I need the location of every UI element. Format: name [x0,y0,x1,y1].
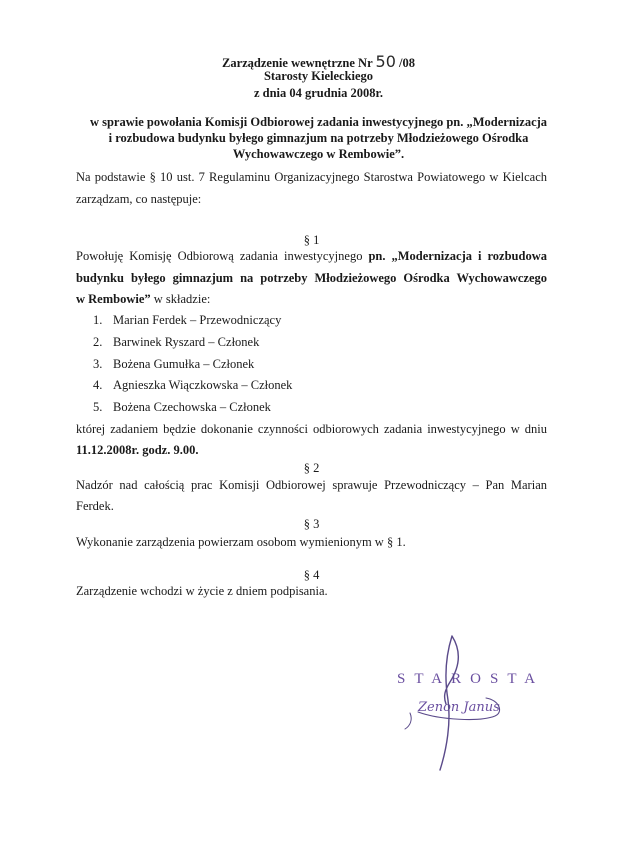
basis-line-2: zarządzam, co następuje: [76,192,202,206]
section-2-line-2: Ferdek. [76,499,114,513]
member-number: 1. [93,313,103,327]
issuer: Starosty Kieleckiego [263,69,374,83]
section-4-heading: § 4 [303,568,320,582]
member-text: Bożena Gumułka – Członek [113,357,255,371]
section-1-heading: § 1 [303,233,320,247]
member-text: Marian Ferdek – Przewodniczący [113,313,282,327]
task-date: 11.12.2008r. godz. 9.00. [76,443,199,457]
stamp-title: STAROSTA [397,671,545,687]
section-1-line-3-plain: w składzie: [150,292,211,306]
member-number: 2. [93,335,103,349]
section-1-line-1-plain: Powołuję Komisję Odbiorową zadania inwestycyjnego [76,249,363,263]
member-text: Bożena Czechowska – Członek [113,400,271,414]
title-suffix: /08 [399,56,415,70]
subject-line-2: i rozbudowa budynku byłego gimnazjum na potrzeby Młodzieżowego Ośrodka [108,131,529,145]
section-2-line-1: Nadzór nad całością prac Komisji Odbiorowej sprawuje Przewodniczący – Pan Marian [76,478,547,492]
member-text: Barwinek Ryszard – Członek [113,335,260,349]
document-date: z dnia 04 grudnia 2008r. [253,86,384,100]
title-prefix: Zarządzenie wewnętrzne Nr [221,56,373,70]
member-number: 5. [93,400,103,414]
task-line: której zadaniem będzie dokonanie czynności odbiorowych zadania inwestycyjnego w dniu [76,422,547,436]
handwritten-number: 50 [375,52,396,71]
section-1-line-2: budynku byłego gimnazjum na potrzeby Młodzieżowego Ośrodka Wychowawczego [76,271,547,285]
subject-line-1: w sprawie powołania Komisji Odbiorowej zadania inwestycyjnego pn. „Modernizacja [89,115,548,129]
member-number: 4. [93,378,103,392]
basis-line-1: Na podstawie § 10 ust. 7 Regulaminu Organizacyjnego Starostwa Powiatowego w Kielcach [76,170,547,184]
section-3-line-1: Wykonanie zarządzenia powierzam osobom wymienionym w § 1. [76,535,406,549]
section-3-heading: § 3 [303,517,320,531]
section-1-line-3-bold: w Rembowie” [76,292,151,306]
section-1-line-1-bold: pn. „Modernizacja i rozbudowa [368,249,547,263]
member-number: 3. [93,357,103,371]
section-2-heading: § 2 [303,461,320,475]
section-4-line-1: Zarządzenie wchodzi w życie z dniem podpisania. [76,584,328,598]
stamp-name: Zenon Janus [418,700,500,715]
subject-line-3: Wychowawczego w Rembowie”. [232,147,405,161]
member-text: Agnieszka Wiączkowska – Członek [113,378,293,392]
